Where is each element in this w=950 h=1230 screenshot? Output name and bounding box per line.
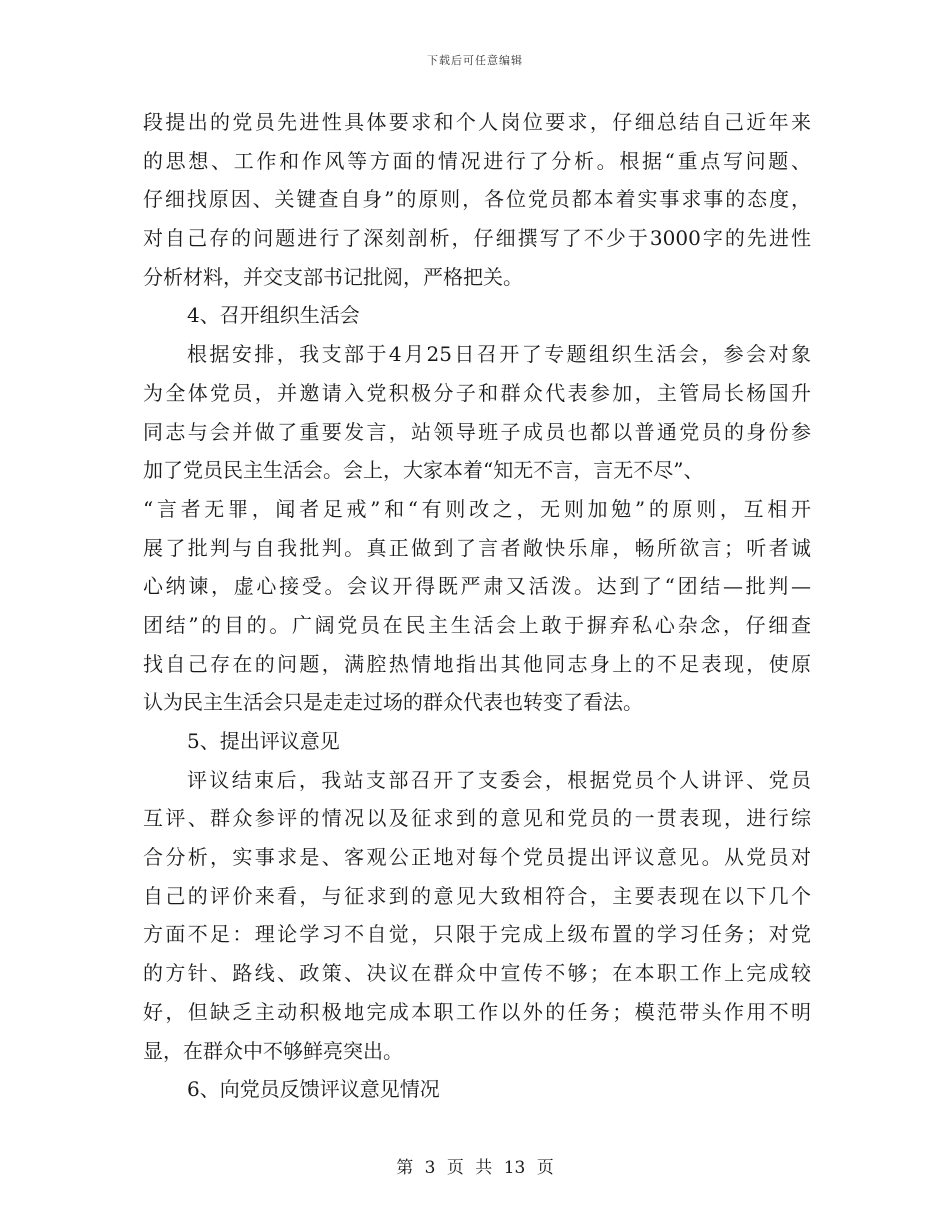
body-line: 段提出的党员先进性具体要求和个人岗位要求，仔细总结自己近年来 <box>143 110 811 134</box>
body-line: 互评、群众参评的情况以及征求到的意见和党员的一贯表现，进行综 <box>143 806 811 831</box>
body-line: 加了党员民主生活会。会上，大家本着“知无不言，言无不尽”、 <box>143 458 704 483</box>
section-heading: 6、向党员反馈评议意见情况 <box>187 1077 440 1102</box>
body-line: “言者无罪，闻者足戒”和“有则改之，无则加勉”的原则，互相开 <box>143 496 811 521</box>
body-line: 好，但缺乏主动积极地完成本职工作以外的任务；模范带头作用不明 <box>143 999 811 1024</box>
body-line: 团结”的目的。广阔党员在民主生活会上敢于摒弃私心杂念，仔细查 <box>143 612 811 637</box>
body-line: 的方针、路线、政策、决议在群众中宣传不够；在本职工作上完成较 <box>143 961 811 986</box>
section-heading: 4、召开组织生活会 <box>187 303 360 328</box>
page-header: 下载后可任意编辑 <box>427 54 523 67</box>
body-line: 对自己存的问题进行了深刻剖析，仔细撰写了不少于3000字的先进性 <box>143 226 811 251</box>
body-line: 仔细找原因、关键查自身”的原则，各位党员都本着实事求事的态度， <box>143 187 811 212</box>
body-line: 评议结束后，我站支部召开了支委会，根据党员个人讲评、党员 <box>187 767 811 792</box>
body-line: 同志与会并做了重要发言，站领导班子成员也都以普通党员的身份参 <box>143 419 811 444</box>
body-line: 为全体党员，并邀请入党积极分子和群众代表参加，主管局长杨国升 <box>143 380 811 405</box>
body-line: 根据安排，我支部于4月25日召开了专题组织生活会，参会对象 <box>187 342 811 367</box>
body-line: 分析材料，并交支部书记批阅，严格把关。 <box>143 264 523 289</box>
page-number-footer: 第 3 页 共 13 页 <box>396 1158 554 1178</box>
body-line: 的思想、工作和作风等方面的情况进行了分析。根据“重点写问题、 <box>143 148 811 173</box>
body-line: 显，在群众中不够鲜亮突出。 <box>143 1038 403 1063</box>
body-line: 找自己存在的问题，满腔热情地指出其他同志身上的不足表现，使原 <box>143 651 811 676</box>
body-line: 展了批判与自我批判。真正做到了言者敞快乐扉，畅所欲言；听者诚 <box>143 535 811 560</box>
body-line: 方面不足：理论学习不自觉，只限于完成上级布置的学习任务；对党 <box>143 922 811 947</box>
body-line: 心纳谏，虚心接受。会议开得既严肃又活泼。达到了“团结—批判— <box>143 574 811 599</box>
body-line: 合分析，实事求是、客观公正地对每个党员提出评议意见。从党员对 <box>143 845 811 870</box>
document-body <box>143 103 811 1109</box>
body-line: 认为民主生活会只是走走过场的群众代表也转变了看法。 <box>143 690 643 715</box>
section-heading: 5、提出评议意见 <box>187 729 340 753</box>
body-line: 自己的评价来看，与征求到的意见大致相符合，主要表现在以下几个 <box>143 883 811 908</box>
